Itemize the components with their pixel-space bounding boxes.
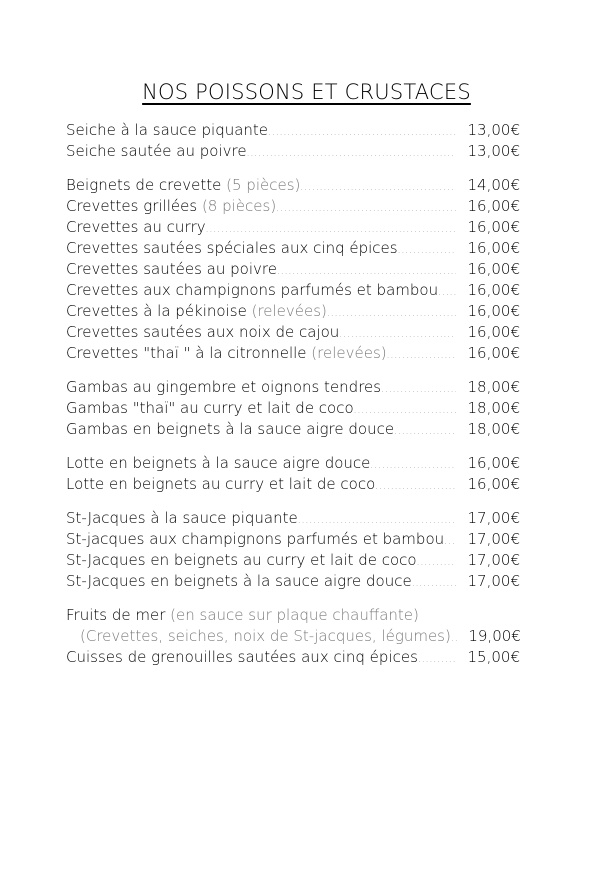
menu-item	[66, 322, 520, 343]
item-name: Fruits de mer	[66, 606, 166, 624]
menu-group-divers	[66, 605, 520, 668]
dot-leader	[268, 123, 456, 144]
menu-item	[66, 343, 520, 364]
menu-item	[66, 238, 520, 259]
item-price: 17,00€	[467, 530, 520, 548]
dot-leader	[417, 553, 456, 574]
item-price: 16,00€	[467, 344, 520, 362]
item-price: 16,00€	[467, 239, 520, 257]
item-price: 16,00€	[467, 302, 520, 320]
item-note: (Crevettes, seiches, noix de St-jacques, légumes)	[80, 627, 451, 645]
item-price: 17,00€	[467, 509, 520, 527]
menu-item	[66, 217, 520, 238]
menu-item	[66, 453, 520, 474]
menu-item	[66, 474, 520, 495]
item-name: Lotte en beignets à la sauce aigre douce	[66, 454, 371, 472]
dot-leader	[394, 422, 456, 443]
dot-leader	[247, 144, 456, 165]
menu-group-st-jacques	[66, 508, 520, 592]
menu-item	[66, 280, 520, 301]
item-price: 13,00€	[467, 142, 520, 160]
item-note: (relevées)	[311, 344, 387, 362]
item-name: St-Jacques à la sauce piquante	[66, 509, 298, 527]
item-name: Seiche à la sauce piquante	[66, 121, 269, 139]
menu-item	[66, 259, 520, 280]
item-name: Crevettes au curry	[66, 218, 206, 236]
dot-leader	[387, 346, 456, 367]
item-name: St-Jacques en beignets au curry et lait de coco	[66, 551, 417, 569]
item-price: 13,00€	[467, 121, 520, 139]
item-price: 16,00€	[467, 454, 520, 472]
menu-item	[66, 175, 520, 196]
item-name: Crevettes à la pékinoise	[66, 302, 247, 320]
item-price: 16,00€	[467, 475, 520, 493]
item-name: Crevettes sautées spéciales aux cinq épices	[66, 239, 398, 257]
item-price: 16,00€	[467, 323, 520, 341]
item-price: 15,00€	[467, 648, 520, 666]
item-name: Seiche sautée au poivre	[66, 142, 247, 160]
item-name: Crevettes aux champignons parfumés et bambou	[66, 281, 439, 299]
menu-item	[66, 550, 520, 571]
item-note: (relevées)	[251, 302, 327, 320]
item-name: Crevettes sautées aux noix de cajou	[66, 323, 340, 341]
item-price: 16,00€	[467, 218, 520, 236]
menu-item	[66, 120, 520, 141]
item-price: 18,00€	[467, 399, 520, 417]
item-name: Beignets de crevette	[66, 176, 222, 194]
menu-item	[66, 141, 520, 162]
dot-leader	[438, 283, 456, 304]
item-name: Gambas au gingembre et oignons tendres	[66, 378, 382, 396]
item-price: 18,00€	[467, 420, 520, 438]
dot-leader	[276, 199, 456, 220]
dot-leader	[398, 241, 456, 262]
item-name: St-Jacques en beignets à la sauce aigre douce	[66, 572, 412, 590]
menu-item	[66, 605, 520, 626]
menu-group-lotte	[66, 453, 520, 495]
item-price: 17,00€	[467, 572, 520, 590]
menu-item	[66, 508, 520, 529]
item-note: (en sauce sur plaque chauffante)	[170, 606, 419, 624]
item-name: Gambas "thaï" au curry et lait de coco	[66, 399, 354, 417]
menu-item	[66, 529, 520, 550]
menu-item	[66, 419, 520, 440]
dot-leader	[444, 532, 456, 553]
item-note: (5 pièces)	[226, 176, 301, 194]
dot-leader	[412, 574, 456, 595]
item-price: 16,00€	[467, 281, 520, 299]
menu-item	[66, 301, 520, 322]
item-name: Crevettes sautées au poivre	[66, 260, 277, 278]
menu-item	[66, 398, 520, 419]
menu-item	[66, 377, 520, 398]
dot-leader	[375, 477, 456, 498]
menu-group-gambas	[66, 377, 520, 440]
item-name: Crevettes grillées	[66, 197, 198, 215]
item-price: 16,00€	[467, 260, 520, 278]
item-name: St-jacques aux champignons parfumés et bambou	[66, 530, 445, 548]
menu-item	[66, 196, 520, 217]
item-price: 18,00€	[467, 378, 520, 396]
menu-item	[66, 571, 520, 592]
menu-list	[66, 120, 520, 681]
item-price: 14,00€	[467, 176, 520, 194]
item-price: 19,00€	[468, 627, 521, 645]
item-note: (8 pièces)	[201, 197, 277, 215]
item-name: Gambas en beignets à la sauce aigre douce	[66, 420, 395, 438]
menu-item	[66, 647, 520, 668]
item-name: Cuisses de grenouilles sautées aux cinq épices	[66, 648, 418, 666]
item-price: 16,00€	[467, 197, 520, 215]
dot-leader	[370, 456, 456, 477]
dot-leader	[418, 650, 456, 671]
item-name: Lotte en beignets au curry et lait de coco	[66, 475, 376, 493]
menu-group-seiche	[66, 120, 520, 162]
page-title: NOS POISSONS ET CRUSTACES	[142, 80, 471, 104]
menu-item-detail	[66, 626, 520, 647]
dot-leader	[327, 304, 456, 325]
menu-group-crevettes	[66, 175, 520, 364]
dot-leader	[300, 178, 456, 199]
item-price: 17,00€	[467, 551, 520, 569]
dot-leader	[381, 380, 456, 401]
item-name: Crevettes "thaï " à la citronnelle	[66, 344, 307, 362]
